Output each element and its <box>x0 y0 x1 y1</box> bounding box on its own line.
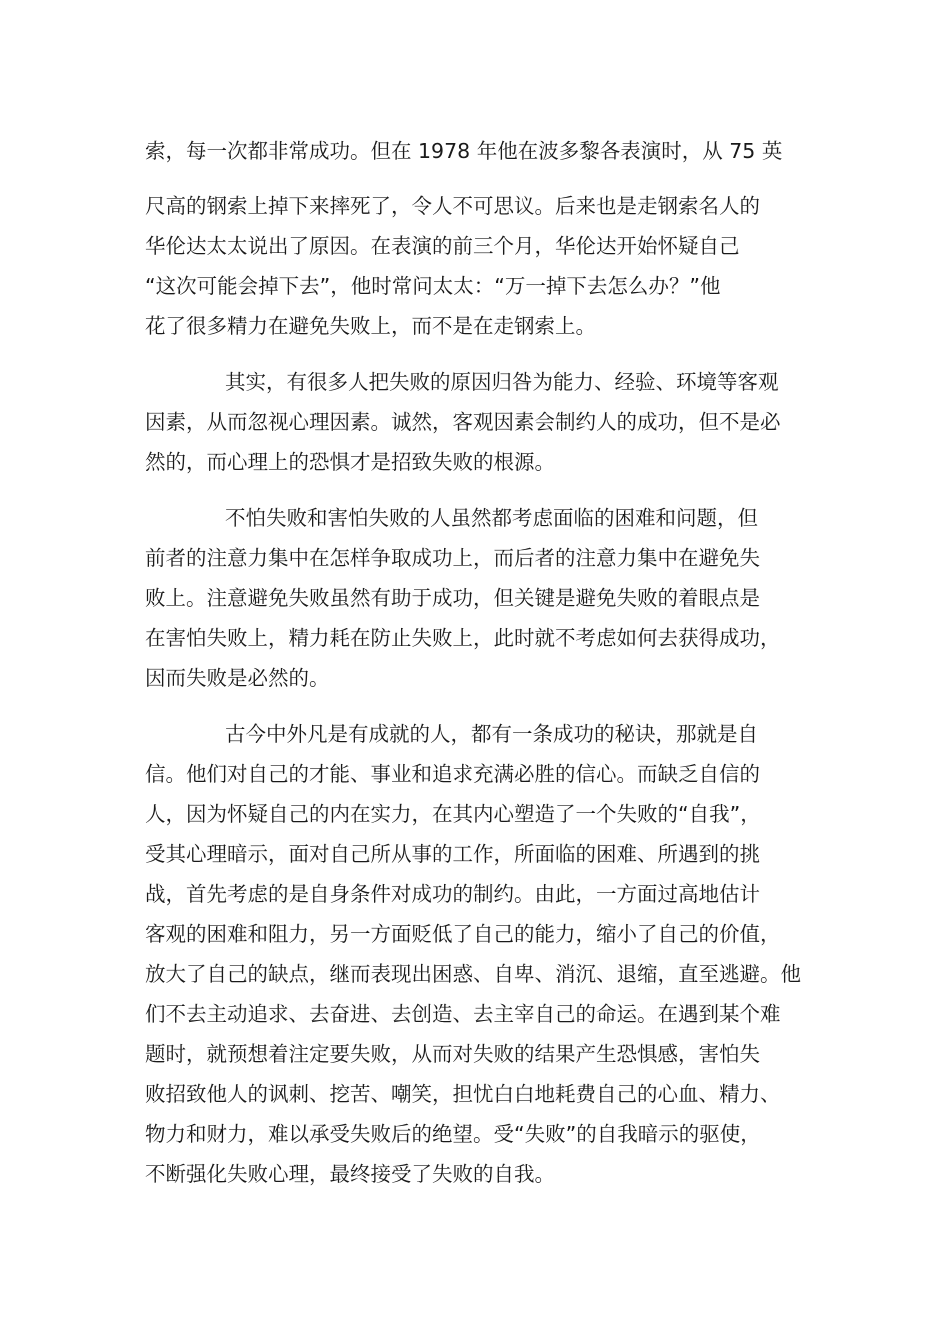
text-line: 因素，从而忽视心理因素。诚然，客观因素会制约人的成功，但不是必 <box>145 410 781 434</box>
text-line: 尺高的钢索上掉下来摔死了，令人不可思议。后来也是走钢索名人的 <box>145 194 760 218</box>
text-line: 题时，就预想着注定要失败，从而对失败的结果产生恐惧感，害怕失 <box>145 1042 760 1066</box>
text-line: 们不去主动追求、去奋进、去创造、去主宰自己的命运。在遇到某个难 <box>145 1002 781 1026</box>
text-line: 然的，而心理上的恐惧才是招致失败的根源。 <box>145 450 555 474</box>
text-line: 因而失败是必然的。 <box>145 666 330 690</box>
text-line: 物力和财力，难以承受失败后的绝望。受“失败”的自我暗示的驱使， <box>145 1122 761 1146</box>
text-line: 古今中外凡是有成就的人，都有一条成功的秘诀，那就是自 <box>225 722 758 746</box>
paragraph-psychological-factors <box>145 362 815 482</box>
paragraph-fear-of-failure <box>145 498 815 698</box>
document-body <box>145 186 815 1194</box>
text-line: 放大了自己的缺点，继而表现出困惑、自卑、消沉、退缩，直至逃避。他 <box>145 962 801 986</box>
text-line: 战，首先考虑的是自身条件对成功的制约。由此，一方面过高地估计 <box>145 882 760 906</box>
text-line: 人，因为怀疑自己的内在实力，在其内心塑造了一个失败的“自我”， <box>145 802 761 826</box>
text-line: 受其心理暗示，面对自己所从事的工作，所面临的困难、所遇到的挑 <box>145 842 760 866</box>
text-line: 前者的注意力集中在怎样争取成功上，而后者的注意力集中在避免失 <box>145 546 760 570</box>
text-line: 信。他们对自己的才能、事业和追求充满必胜的信心。而缺乏自信的 <box>145 762 760 786</box>
text-line: “这次可能会掉下去”，他时常问太太：“万一掉下去怎么办？”他 <box>145 274 721 298</box>
paragraph-walenda-story <box>145 186 815 346</box>
text-line: 华伦达太太说出了原因。在表演的前三个月，华伦达开始怀疑自己 <box>145 234 740 258</box>
paragraph-self-confidence <box>145 714 815 1194</box>
text-line: 败上。注意避免失败虽然有助于成功，但关键是避免失败的着眼点是 <box>145 586 760 610</box>
continued-paragraph-first-line <box>145 131 815 171</box>
text-line: 索，每一次都非常成功。但在 1978 年他在波多黎各表演时，从 75 英 <box>145 139 783 163</box>
text-line: 花了很多精力在避免失败上，而不是在走钢索上。 <box>145 314 596 338</box>
text-line: 不断强化失败心理，最终接受了失败的自我。 <box>145 1162 555 1186</box>
text-line: 客观的困难和阻力，另一方面贬低了自己的能力，缩小了自己的价值， <box>145 922 781 946</box>
text-line: 在害怕失败上，精力耗在防止失败上，此时就不考虑如何去获得成功， <box>145 626 781 650</box>
text-line: 败招致他人的讽刺、挖苦、嘲笑，担忧白白地耗费自己的心血、精力、 <box>145 1082 781 1106</box>
text-line: 不怕失败和害怕失败的人虽然都考虑面临的困难和问题，但 <box>225 506 758 530</box>
text-line: 其实，有很多人把失败的原因归咎为能力、经验、环境等客观 <box>225 370 779 394</box>
